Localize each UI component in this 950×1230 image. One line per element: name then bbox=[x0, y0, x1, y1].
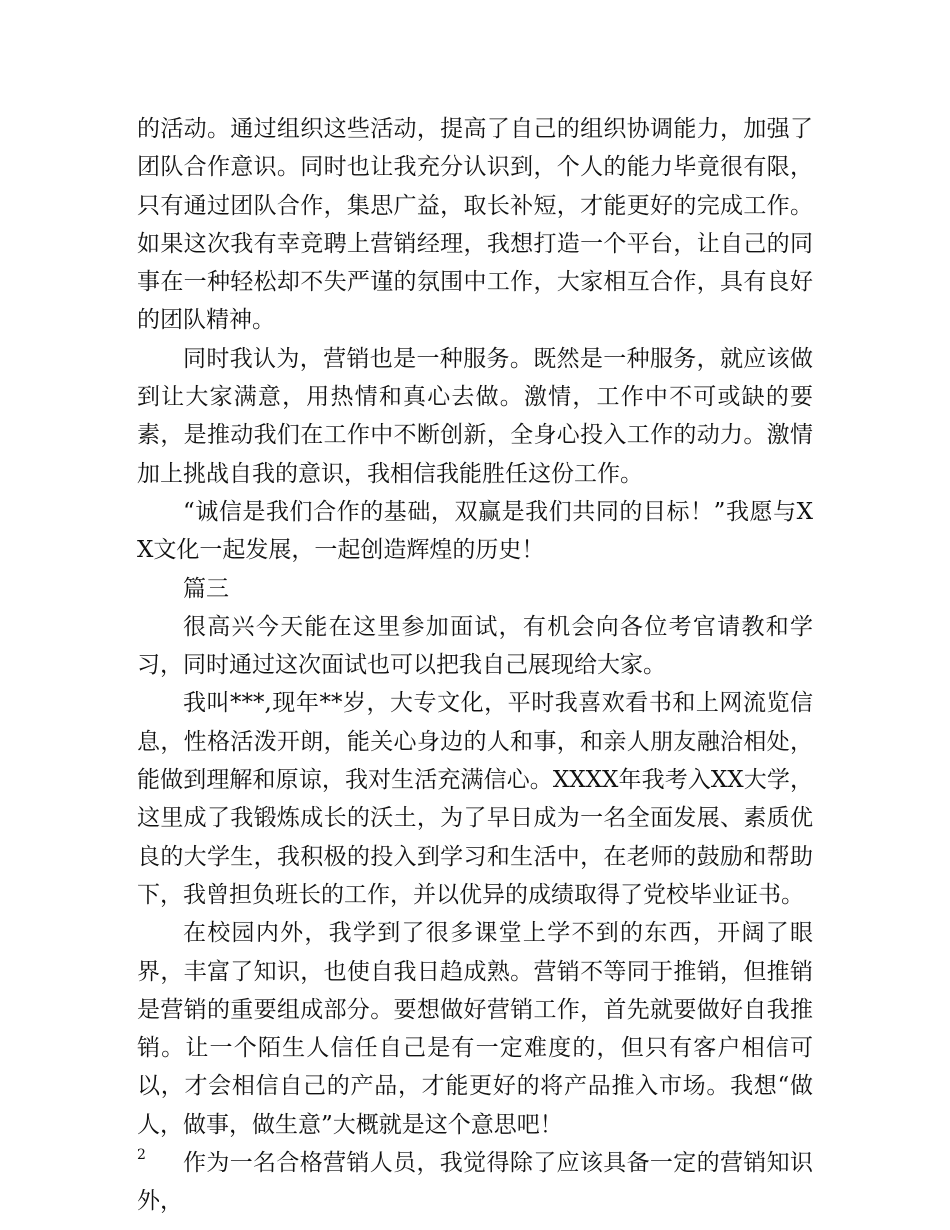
page-number: 2 bbox=[137, 1147, 146, 1163]
paragraph-5: 很高兴今天能在这里参加面试，有机会向各位考官请教和学习，同时通过这次面试也可以把我自己展现给大家。 bbox=[137, 613, 813, 679]
paragraph-3: “诚信是我们合作的基础，双赢是我们共同的目标！”我愿与XX文化一起发展，一起创造辉煌的历史！ bbox=[137, 498, 813, 564]
paragraph-6: 我叫***,现年**岁，大专文化，平时我喜欢看书和上网流览信息，性格活泼开朗，能关心身边的人和事，和亲人朋友融洽相处，能做到理解和原谅，我对生活充满信心。XXXX年我考入XX大学，这里成了我锻炼成长的沃土，为了早日成为一名全面发展、素质优良的大学生，我积极的投入到学习和生活中，在老师的鼓励和帮助下，我曾担负班长的工作，并以优异的成绩取得了党校毕业证书。 bbox=[137, 690, 813, 908]
paragraph-2: 同时我认为，营销也是一种服务。既然是一种服务，就应该做到让大家满意，用热情和真心去做。激情，工作中不可或缺的要素，是推动我们在工作中不断创新，全身心投入工作的动力。激情加上挑战自我的意识，我相信我能胜任这份工作。 bbox=[137, 345, 813, 487]
section-heading: 篇三 bbox=[183, 575, 229, 602]
paragraph-1: 的活动。通过组织这些活动，提高了自己的组织协调能力，加强了团队合作意识。同时也让我充分认识到，个人的能力毕竟很有限，只有通过团队合作，集思广益，取长补短，才能更好的完成工作。如果这次我有幸竞聘上营销经理，我想打造一个平台，让自己的同事在一种轻松却不失严谨的氛围中工作，大家相互合作，具有良好的团队精神。 bbox=[137, 116, 813, 334]
document-body bbox=[137, 110, 813, 1221]
paragraph-8: 作为一名合格营销人员，我觉得除了应该具备一定的营销知识外， bbox=[137, 1150, 813, 1215]
paragraph-7: 在校园内外，我学到了很多课堂上学不到的东西，开阔了眼界，丰富了知识，也使自我日趋成熟。营销不等同于推销，但推销是营销的重要组成部分。要想做好营销工作，首先就要做好自我推销。让一个陌生人信任自己是有一定难度的，但只有客户相信可以，才会相信自己的产品，才能更好的将产品推入市场。我想“做人，做事，做生意”大概就是这个意思吧！ bbox=[137, 920, 813, 1138]
